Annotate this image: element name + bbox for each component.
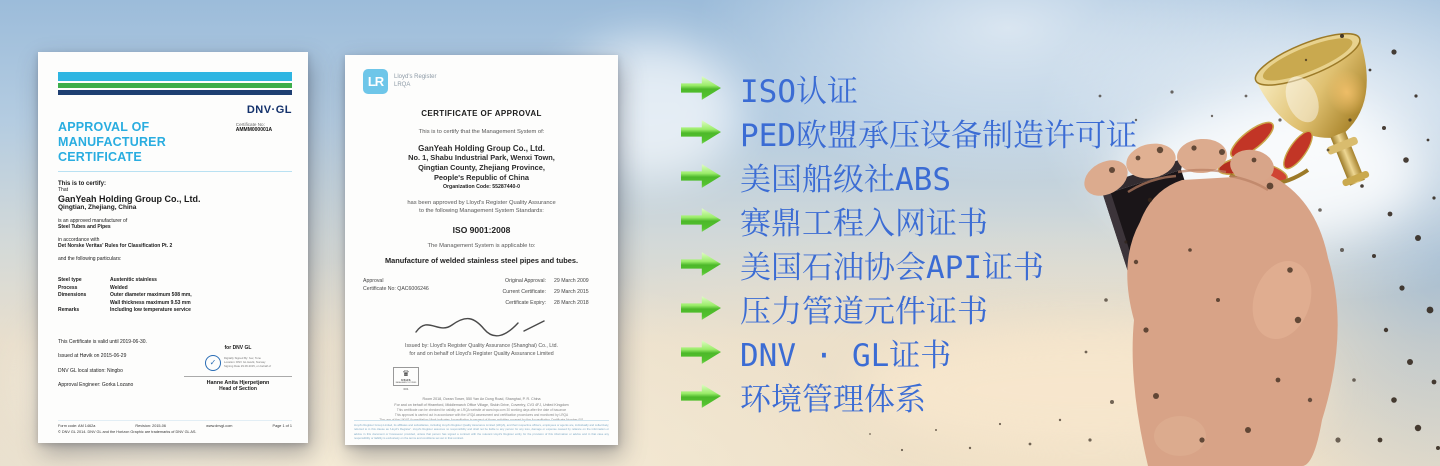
standard: ISO 9001:2008 (452, 224, 511, 235)
table-row: Original Approval: 29 March 2009 (505, 277, 589, 284)
valid-until: This Certificate is valid until 2019-06-30. (58, 338, 147, 345)
page-number: Page 1 of 1 (272, 424, 292, 428)
scope: Manufacture of welded stainless steel pipes and tubes. (384, 255, 579, 265)
certificate-title: CERTIFICATE OF APPROVAL (421, 109, 542, 118)
certificate-number: Certificate No: AMMM000001A (235, 122, 273, 133)
applicable-line: The Management System is applicable to: (427, 242, 536, 249)
green-arrow-icon (681, 119, 721, 146)
ukas-mark: ♛ UKAS MANAGEMENT SYSTEMS 001 (393, 367, 419, 391)
cert-item-ped[interactable]: PED欧盟承压设备制造许可证 (681, 113, 1137, 151)
accordance-line: in accordance with (58, 237, 100, 244)
green-arrow-icon (681, 295, 721, 322)
table-row: Dimensions Outer diameter maximum 508 mm, Wall thickness maximum 9.53 mm (58, 292, 192, 306)
certifications-list (681, 69, 1137, 418)
dnv-gl-logo: DNV·GL (246, 104, 292, 116)
issued-at: Issued at Høvik on 2015-06-29 (58, 353, 127, 360)
rules-line: Det Norske Veritas' Rules for Classification Pt. 2 (58, 243, 173, 250)
particulars-line: and the following particulars: (58, 256, 122, 263)
dnv-certificate (38, 52, 308, 443)
stamp-notes: Digitally Signed By: Iver, Tone Location: DNV GL Høvik, Norway Signing Date 29.06.2015, on behalf of (224, 355, 271, 368)
fine-print: Room 2018, Ocean Tower, 550 Yan An Dong Road, Shanghai, P. R. China For and on behalf of Hiramford, Middlemarch Office Village, Siskin Drive, Coventry, CV3 4FJ, United Kingdom This certificate can be checked for validity on LRQA website at www.lrqa.com 30 working days after the date of issuance This approval is carried out in accordance with the LRQA assessment and certification procedures and monitored by LRQA The use of the UKAS Accreditation Mark indicates Accreditation in respect of those activities covered by the Accreditation Certificate Number 001 (379, 397, 584, 423)
details-table (58, 277, 292, 315)
ukas-crown-icon: ♛ (402, 369, 410, 379)
local-station: DNV GL local station: Ningbo (58, 367, 123, 374)
issued-by: Issued by: Lloyd's Register Quality Assurance (Shanghai) Co., Ltd. for and on behalf of Lloyd's Register Quality Assurance Limited (405, 342, 558, 357)
signature-line (184, 376, 292, 377)
table-row: Certificate Expiry: 28 March 2018 (505, 299, 589, 306)
dates-table (459, 278, 600, 311)
dnv-flag-bars-icon (58, 72, 292, 95)
company-location: Qingtian, Zhejiang, China (58, 204, 137, 212)
company-name: GanYeah Holding Group Co., Ltd. (58, 194, 201, 205)
signature-scribble (363, 313, 600, 342)
cert-item-saiding[interactable]: 赛鼎工程入网证书 (681, 201, 1137, 239)
approval-engineer: Approval Engineer: Gorka Lozano (58, 382, 134, 389)
lr-brand-text: Lloyd's Register LRQA (394, 74, 437, 88)
green-arrow-icon (681, 251, 721, 278)
website: www.dnvgl.com (206, 424, 233, 428)
digital-stamp-icon: ✓ (205, 355, 221, 371)
approved-lines: has been approved by Lloyd's Register Quality Assurance to the following Management System Standards: (407, 199, 556, 215)
green-arrow-icon (681, 339, 721, 366)
certificate-footer (58, 420, 292, 434)
cert-item-pressure-pipe[interactable]: 压力管道元件证书 (681, 289, 1137, 327)
green-arrow-icon (681, 75, 721, 102)
green-arrow-icon (681, 163, 721, 190)
green-arrow-icon (681, 383, 721, 410)
table-row: Current Certificate: 29 March 2015 (502, 288, 589, 295)
product-line: Steel Tubes and Pipes (58, 224, 111, 231)
that-line: That (58, 187, 69, 194)
table-row: Remarks Including low temperature service (58, 307, 191, 314)
cert-item-api[interactable]: 美国石油协会API证书 (681, 245, 1137, 283)
cert-item-iso[interactable]: ISO认证 (681, 69, 1137, 107)
table-row: Steel type Austenitic stainless (58, 277, 157, 284)
certify-line: This is to certify that the Management System of: (418, 129, 545, 135)
signer-name: Hanne Anita Hjerpetjønn (206, 379, 270, 386)
company-address: No. 1, Shabu Industrial Park, Wenxi Town, Qingtian County, Zhejiang Province, People's Republic of China (408, 153, 555, 182)
company-name: GanYeah Holding Group Co., Ltd. (418, 144, 545, 153)
cert-item-environment[interactable]: 环境管理体系 (681, 377, 1137, 415)
signer-title: Head of Section (219, 385, 257, 392)
lr-certificate (345, 55, 618, 445)
green-arrow-icon (681, 207, 721, 234)
certify-heading: This is to certify: (58, 181, 107, 188)
copyright: © DNV GL 2014. DNV GL and the Horizon Graphic are trademarks of DNV GL AS. (58, 430, 197, 434)
table-row: Process Welded (58, 284, 128, 291)
organization-code: Organization Code: 55287440-0 (443, 183, 520, 190)
certificate-title: APPROVAL OF MANUFACTURER CERTIFICATE (58, 120, 166, 164)
divider (58, 171, 292, 172)
legal-disclaimer: Lloyd's Register Group Limited, its affiliates and subsidiaries, including Lloyd's Register Quality Assurance Limited (LRQA), and their respective officers, employees or agents are, individually and collectively, referred to in this clause as 'Lloyd's Register'. Lloyd's Register assumes no responsibility and shall not be liable to any person for any loss, damage or expense caused by reliance on the information or advice in this document or howsoever provided, unless that person has signed a contract with the relevant Lloyd's Register entity for the provision of this information or advice and in that case any responsibility or liability is exclusively on the terms and conditions set out in that contract. (354, 420, 609, 440)
issue-info (58, 339, 147, 397)
cert-item-abs[interactable]: 美国船级社ABS (681, 157, 1137, 195)
revision: Revision: 2015-06 (135, 424, 167, 428)
signature-block (184, 339, 292, 397)
for-dnv-gl: for DNV GL (224, 344, 252, 351)
lr-logo-icon: LR (363, 69, 388, 94)
form-code: Form code: AM 1462a (58, 424, 96, 428)
cert-item-dnv-gl[interactable]: DNV · GL证书 (681, 333, 1137, 371)
approval-number: Approval Certificate No: QAC6006246 (363, 277, 429, 292)
approved-line: is an approved manufacturer of (58, 218, 128, 225)
